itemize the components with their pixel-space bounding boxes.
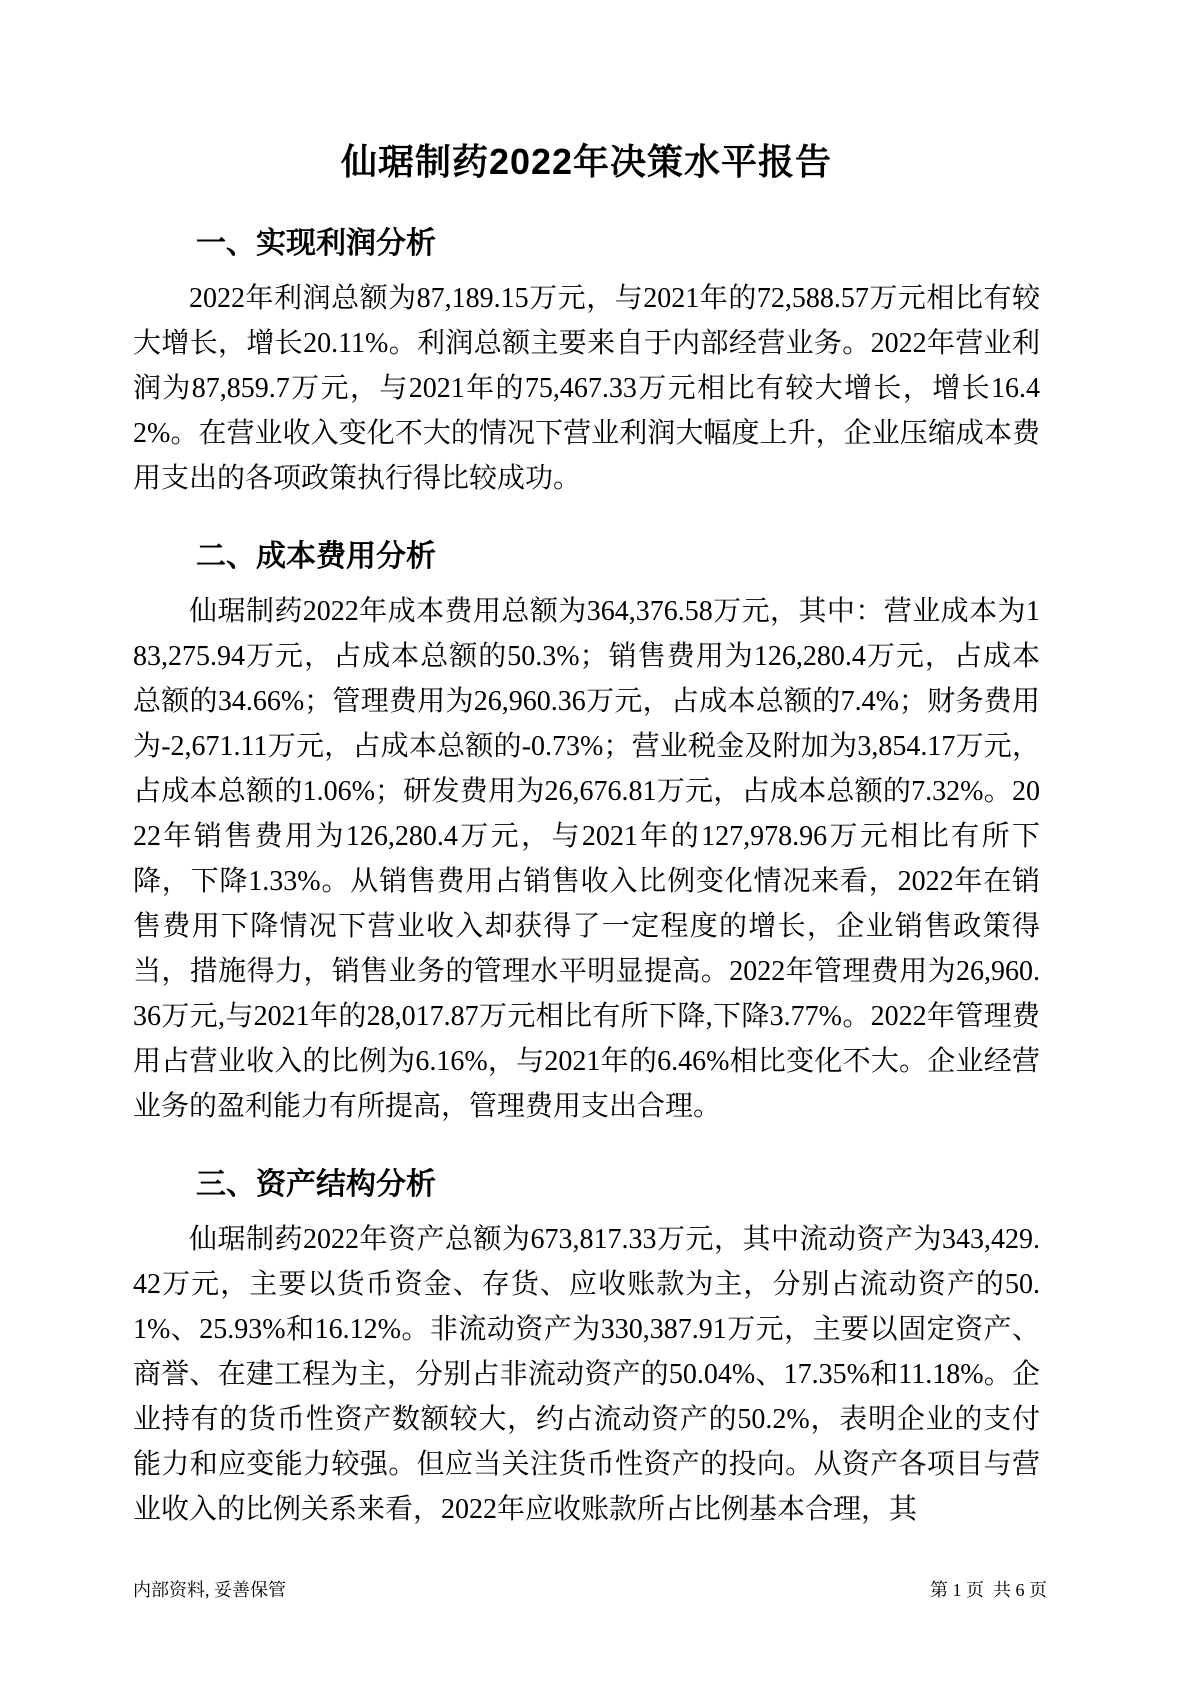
footer-page-number: 第 1 页 共 6 页 (930, 1580, 1047, 1600)
section-1-heading: 一、实现利润分析 (196, 227, 436, 260)
section-1-paragraph: 2022年利润总额为87,189.15万元，与2021年的72,588.57万元相比有较大增长，增长20.11%。利润总额主要来自于内部经营业务。2022年营业利润为87,859.7万元，与2021年的75,467.33万元相比有较大增长，增长16.42%。在营业收入变化不大的情况下营业利润大幅度上升，企业压缩成本费用支出的各项政策执行得比较成功。 (133, 283, 1040, 494)
section-cost-expense-analysis (133, 537, 1040, 1129)
page-footer (133, 1578, 1047, 1602)
section-asset-structure-analysis (133, 1165, 1040, 1532)
section-profit-analysis (133, 224, 1040, 501)
section-2-heading: 二、成本费用分析 (196, 540, 436, 573)
document-title: 仙琚制药2022年决策水平报告 (340, 141, 833, 182)
section-3-paragraph: 仙琚制药2022年资产总额为673,817.33万元，其中流动资产为343,429.42万元，主要以货币资金、存货、应收账款为主，分别占流动资产的50.1%、25.93%和16.12%。非流动资产为330,387.91万元，主要以固定资产、商誉、在建工程为主，分别占非流动资产的50.04%、17.35%和11.18%。企业持有的货币性资产数额较大，约占流动资产的50.2%，表明企业的支付能力和应变能力较强。但应当关注货币性资产的投向。从资产各项目与营业收入的比例关系来看，2022年应收账款所占比例基本合理，其 (133, 1224, 1040, 1525)
footer-confidential-note: 内部资料, 妥善保管 (133, 1580, 286, 1600)
section-3-heading: 三、资产结构分析 (196, 1168, 436, 1201)
section-2-paragraph: 仙琚制药2022年成本费用总额为364,376.58万元，其中：营业成本为183,275.94万元，占成本总额的50.3%；销售费用为126,280.4万元，占成本总额的34.66%；管理费用为26,960.36万元，占成本总额的7.4%；财务费用为-2,671.11万元，占成本总额的-0.73%；营业税金及附加为3,854.17万元，占成本总额的1.06%；研发费用为26,676.81万元，占成本总额的7.32%。2022年销售费用为126,280.4万元，与2021年的127,978.96万元相比有所下降，下降1.33%。从销售费用占销售收入比例变化情况来看，2022年在销售费用下降情况下营业收入却获得了一定程度的增长，企业销售政策得当，措施得力，销售业务的管理水平明显提高。2022年管理费用为26,960.36万元,与2021年的28,017.87万元相比有所下降,下降3.77%。2022年管理费用占营业收入的比例为6.16%，与2021年的6.46%相比变化不大。企业经营业务的盈利能力有所提高，管理费用支出合理。 (133, 596, 1040, 1122)
